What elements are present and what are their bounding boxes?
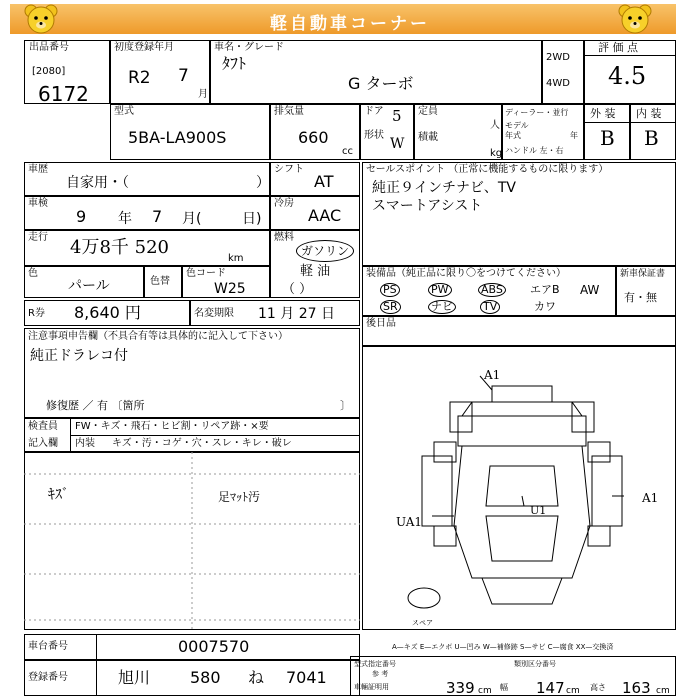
- dealer-line2: モデル: [505, 121, 529, 130]
- spec-height: 163: [622, 679, 651, 697]
- registration-month: 7: [178, 66, 189, 86]
- equip-ps: PS: [380, 283, 400, 297]
- color-swap-label: 色替: [150, 276, 170, 287]
- fuel-diesel: 軽 油: [300, 264, 331, 279]
- rating-score: 4.5: [608, 62, 647, 90]
- chassis-divider: [96, 634, 97, 660]
- spec-ref-label: 参 考: [372, 670, 389, 678]
- later-items-label: 後日品: [366, 318, 396, 329]
- spec-length-unit: cm: [478, 686, 492, 696]
- ac-value: AAC: [308, 206, 342, 225]
- shift-value: AT: [314, 172, 334, 191]
- dealer-line3-unit: 年: [570, 131, 578, 140]
- exterior-grade: B: [600, 126, 615, 150]
- teddy-bear-icon: [22, 3, 60, 39]
- inspection-label: 車検: [28, 198, 48, 209]
- equip-tv: TV: [480, 300, 500, 314]
- car-name-label: 車名・グレード: [214, 42, 284, 53]
- model-value: 5BA-LA900S: [128, 128, 227, 147]
- displacement-unit: cc: [342, 146, 353, 157]
- spec-type-label: 型式指定番号: [354, 660, 396, 668]
- doors-value: 5: [392, 107, 402, 125]
- fuel-label: 燃料: [274, 232, 294, 243]
- sales-points-line2: スマートアシスト: [372, 198, 483, 214]
- later-items-cell: [362, 316, 676, 346]
- inspection-month-unit: 月(: [182, 211, 202, 227]
- car-grade: G ターボ: [348, 74, 414, 93]
- equip-aw: AW: [580, 283, 600, 297]
- drive-cell: [542, 40, 584, 104]
- warranty-value: 有・無: [624, 291, 657, 304]
- registration-month-unit: 月: [198, 89, 208, 100]
- inspector-row2-label: 内装: [75, 438, 95, 449]
- notes-label: 注意事項申告欄（不具合有等は具体的に記入して下さい）: [28, 331, 288, 342]
- registration-era: R2: [128, 68, 151, 88]
- notes-text: 純正ドラレコ付: [30, 348, 128, 364]
- spec-width: 147: [536, 679, 565, 697]
- equip-leather: カワ: [534, 300, 556, 313]
- equip-pw: PW: [428, 283, 452, 297]
- rating-label: 評 価 点: [598, 41, 638, 54]
- doors-label: ドア: [364, 106, 384, 117]
- name-change-label: 名変期限: [194, 308, 234, 319]
- dealer-handle: ハンドル 左・右: [505, 146, 564, 155]
- recycle-value: 8,640 円: [74, 303, 141, 322]
- spec-width-label: 幅: [500, 683, 508, 692]
- interior-grade: B: [644, 126, 659, 150]
- spec-height-label: 高さ: [590, 683, 606, 692]
- plate-number1: 580: [190, 668, 221, 687]
- sales-points-label: セールスポイント （正常に機能するものに限ります）: [366, 164, 609, 175]
- color-label: 色: [28, 268, 38, 279]
- spec-width-unit: cm: [566, 686, 580, 696]
- drive-4wd: 4WD: [546, 78, 570, 89]
- color-value: パール: [68, 278, 110, 294]
- car-diagram: [362, 346, 676, 630]
- spec-length: 339: [446, 679, 475, 697]
- handwritten-mat: 足ﾏｯﾄ汚: [218, 490, 261, 504]
- interior-label: 内 装: [636, 107, 662, 120]
- repair-history: 修復歴 ／ 有 〔箇所: [46, 399, 145, 412]
- inspector-label-2: 記入欄: [28, 438, 58, 449]
- teddy-bear-icon: [616, 3, 654, 39]
- inspector-mid-line: [70, 435, 360, 436]
- inspection-day-unit: 日): [242, 211, 262, 227]
- name-change-value: 11 月 27 日: [258, 306, 335, 322]
- capacity-label: 定員: [418, 106, 438, 117]
- mileage-value: 4万8千 520: [70, 237, 169, 258]
- plate-city: 旭川: [118, 668, 151, 687]
- header-title: 軽自動車コーナー: [270, 14, 430, 34]
- spec-class-label: 類別区分番号: [514, 660, 556, 668]
- chassis-value: 0007570: [178, 637, 250, 656]
- recycle-label: R券: [28, 308, 45, 319]
- mark-ua1: UA1: [396, 515, 423, 529]
- dealer-line3: 年式: [505, 131, 521, 140]
- cargo-unit: kg: [490, 148, 503, 159]
- plate-label: 登録番号: [28, 672, 68, 683]
- inspection-cell: [24, 196, 270, 230]
- equip-airbag: エアB: [530, 283, 560, 296]
- lot-number: 6172: [38, 82, 89, 106]
- damage-legend: A—キズ E—エクボ U—凹み W—補修跡 S—サビ C—腐食 XX—交換済: [392, 643, 614, 651]
- equip-navi: ナビ: [428, 300, 456, 314]
- mark-u1: U1: [530, 504, 547, 517]
- spare-label: スペア: [412, 619, 433, 627]
- rating-sub-line: [584, 122, 676, 123]
- inspector-row2: キズ・汚・コゲ・穴・スレ・キレ・破レ: [112, 438, 292, 449]
- mileage-label: 走行: [28, 232, 48, 243]
- rating-label-line: [584, 55, 676, 56]
- dotted-lines: [24, 452, 360, 630]
- plate-number2: 7041: [286, 668, 327, 687]
- inspector-row1: FW・キズ・飛石・ヒビ割・リペア跡・×要: [75, 421, 269, 432]
- equipment-label: 装備品（純正品に限り〇をつけてください）: [366, 268, 566, 279]
- chassis-label: 車台番号: [28, 641, 68, 652]
- fuel-paren: （ ）: [282, 282, 313, 297]
- lot-code: [2080]: [32, 66, 66, 77]
- color-code-label: 色コード: [186, 268, 226, 279]
- capacity-unit: 人: [490, 120, 500, 131]
- plate-kana: ね: [248, 668, 265, 687]
- model-label: 型式: [114, 106, 134, 117]
- inspection-year-unit: 年: [118, 211, 132, 227]
- cargo-label: 積載: [418, 132, 438, 143]
- repair-close: 〕: [340, 399, 351, 412]
- dealer-line1: ディーラー・並行: [505, 108, 569, 117]
- shift-label: シフト: [274, 164, 304, 175]
- mark-a1-top: A1: [484, 368, 501, 382]
- sales-points-line1: 純正９インチナビ、TV: [372, 180, 516, 196]
- color-code: W25: [214, 281, 246, 297]
- history-close: ）: [256, 175, 270, 191]
- mileage-unit: km: [228, 253, 244, 264]
- exterior-label: 外 装: [590, 107, 616, 120]
- spec-length-label: 車輛証明用: [354, 683, 389, 691]
- registration-label: 初度登録年月: [114, 42, 174, 53]
- equip-abs: ABS: [478, 283, 506, 297]
- fuel-gasoline: ガソリン: [296, 240, 354, 262]
- mark-a1-right: A1: [642, 491, 659, 505]
- shape-label: 形状: [364, 130, 384, 141]
- equip-sr: SR: [380, 300, 401, 314]
- warranty-label: 新車保証書: [620, 269, 666, 279]
- history-value: 自家用・（: [66, 175, 129, 191]
- history-label: 車歴: [28, 164, 48, 175]
- car-name: ﾀﾌﾄ: [222, 54, 247, 73]
- lot-label: 出品番号: [29, 42, 69, 53]
- inspection-month: 7: [152, 207, 163, 226]
- plate-divider: [96, 660, 97, 696]
- shape-value: W: [390, 136, 405, 152]
- displacement-value: 660: [298, 128, 329, 147]
- displacement-label: 排気量: [274, 106, 304, 117]
- inspector-label-1: 検査員: [28, 421, 58, 432]
- handwritten-scratch: ｷｽﾞ: [48, 487, 69, 503]
- inspection-year: 9: [76, 207, 87, 226]
- spec-height-unit: cm: [656, 686, 670, 696]
- drive-2wd: 2WD: [546, 52, 570, 63]
- ac-label: 冷房: [274, 198, 294, 209]
- history-cell: [24, 162, 270, 196]
